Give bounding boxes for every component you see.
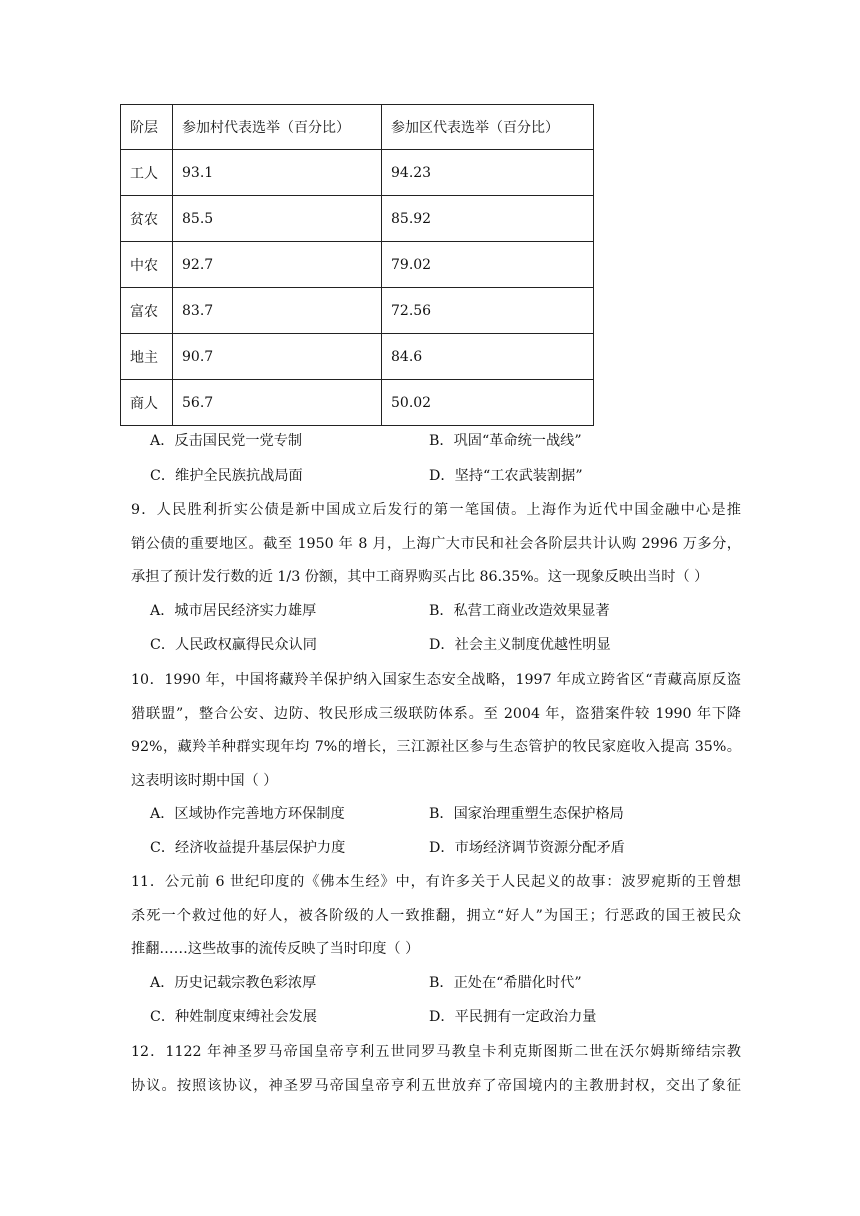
- table-cell: 贫农: [121, 196, 173, 242]
- table-row: [121, 242, 594, 288]
- question-line: 销公债的重要地区。截至 1950 年 8 月，上海广大市民和社会各阶层共计认购 2996 万多分，: [131, 535, 741, 552]
- q8-option-b: B．巩固“革命统一战线”: [429, 433, 582, 449]
- question-line: 9．人民胜利折实公债是新中国成立后发行的第一笔国债。上海作为近代中国金融中心是推: [131, 502, 741, 518]
- table-row: [121, 334, 594, 380]
- question-line: 11．公元前 6 世纪印度的《佛本生经》中，有许多关于人民起义的故事：波罗痆斯的王曾想: [131, 874, 741, 890]
- q9-option-d: D．社会主义制度优越性明显: [429, 637, 611, 653]
- q10-option-d: D．市场经济调节资源分配矛盾: [429, 840, 625, 856]
- election-participation-table: [120, 104, 594, 426]
- table-cell: 85.92: [382, 196, 594, 242]
- question-line: 推翻……这些故事的流传反映了当时印度（ ）: [131, 941, 420, 957]
- question-line: 协议。按照该协议，神圣罗马帝国皇帝亨利五世放弃了帝国境内的主教册封权，交出了象征: [131, 1077, 741, 1094]
- question-9-stem: [131, 494, 741, 595]
- table-cell: 中农: [121, 242, 173, 288]
- table-row: [121, 196, 594, 242]
- table-cell: 56.7: [173, 380, 382, 426]
- table-row: [121, 288, 594, 334]
- table-cell: 94.23: [382, 150, 594, 196]
- question-line: 猎联盟”，整合公安、边防、牧民形成三级联防体系。至 2004 年，盗猎案件较 1990 年下降: [131, 705, 741, 722]
- question-line: 92%，藏羚羊种群实现年均 7%的增长，三江源社区参与生态管护的牧民家庭收入提高 35%。: [131, 739, 741, 755]
- table-header-cell: 参加村代表选举（百分比）: [173, 105, 382, 150]
- table-cell: 93.1: [173, 150, 382, 196]
- q8-option-c: C．维护全民族抗战局面: [150, 468, 303, 484]
- question-12-stem: [131, 1036, 741, 1103]
- q11-option-a: A．历史记载宗教色彩浓厚: [150, 975, 317, 991]
- question-line: 10．1990 年，中国将藏羚羊保护纳入国家生态安全战略，1997 年成立跨省区“青藏高原反盗: [131, 672, 741, 688]
- table-cell: 79.02: [382, 242, 594, 288]
- q9-option-c: C．人民政权赢得民众认同: [150, 637, 317, 653]
- table-cell: 50.02: [382, 380, 594, 426]
- table-cell: 83.7: [173, 288, 382, 334]
- question-line: 12．1122 年神圣罗马帝国皇帝亨利五世同罗马教皇卡利克斯图斯二世在沃尔姆斯缔结宗教: [131, 1044, 741, 1060]
- table-row: [121, 150, 594, 196]
- table-cell: 84.6: [382, 334, 594, 380]
- q8-option-d: D．坚持“工农武装割据”: [429, 468, 583, 484]
- table-header-cell: 阶层: [121, 105, 173, 150]
- question-10-stem: [131, 664, 741, 798]
- q10-option-a: A．区域协作完善地方环保制度: [150, 806, 345, 822]
- table-row: [121, 380, 594, 426]
- question-11-stem: [131, 866, 741, 967]
- table-cell: 92.7: [173, 242, 382, 288]
- question-line: 承担了预计发行数的近 1/3 份额，其中工商界购买占比 86.35%。这一现象反映出当时（ ）: [131, 569, 709, 585]
- q11-option-b: B．正处在“希腊化时代”: [429, 975, 582, 991]
- q10-option-c: C．经济收益提升基层保护力度: [150, 840, 346, 856]
- q11-option-c: C．种姓制度束缚社会发展: [150, 1009, 317, 1025]
- table-cell: 72.56: [382, 288, 594, 334]
- table-cell: 工人: [121, 150, 173, 196]
- q9-option-b: B．私营工商业改造效果显著: [429, 603, 610, 619]
- table-header-cell: 参加区代表选举（百分比）: [382, 105, 594, 150]
- q11-option-d: D．平民拥有一定政治力量: [429, 1009, 597, 1025]
- q10-option-b: B．国家治理重塑生态保护格局: [429, 806, 624, 822]
- question-line: 杀死一个救过他的好人，被各阶级的人一致推翻，拥立“好人”为国王；行恶政的国王被民众: [131, 907, 741, 924]
- question-line: 这表明该时期中国（ ）: [131, 772, 278, 789]
- table-cell: 商人: [121, 380, 173, 426]
- q8-option-a: A．反击国民党一党专制: [150, 433, 303, 449]
- table-cell: 地主: [121, 334, 173, 380]
- table-header-row: [121, 105, 594, 150]
- table-cell: 富农: [121, 288, 173, 334]
- table-cell: 85.5: [173, 196, 382, 242]
- table-cell: 90.7: [173, 334, 382, 380]
- q9-option-a: A．城市居民经济实力雄厚: [150, 603, 317, 619]
